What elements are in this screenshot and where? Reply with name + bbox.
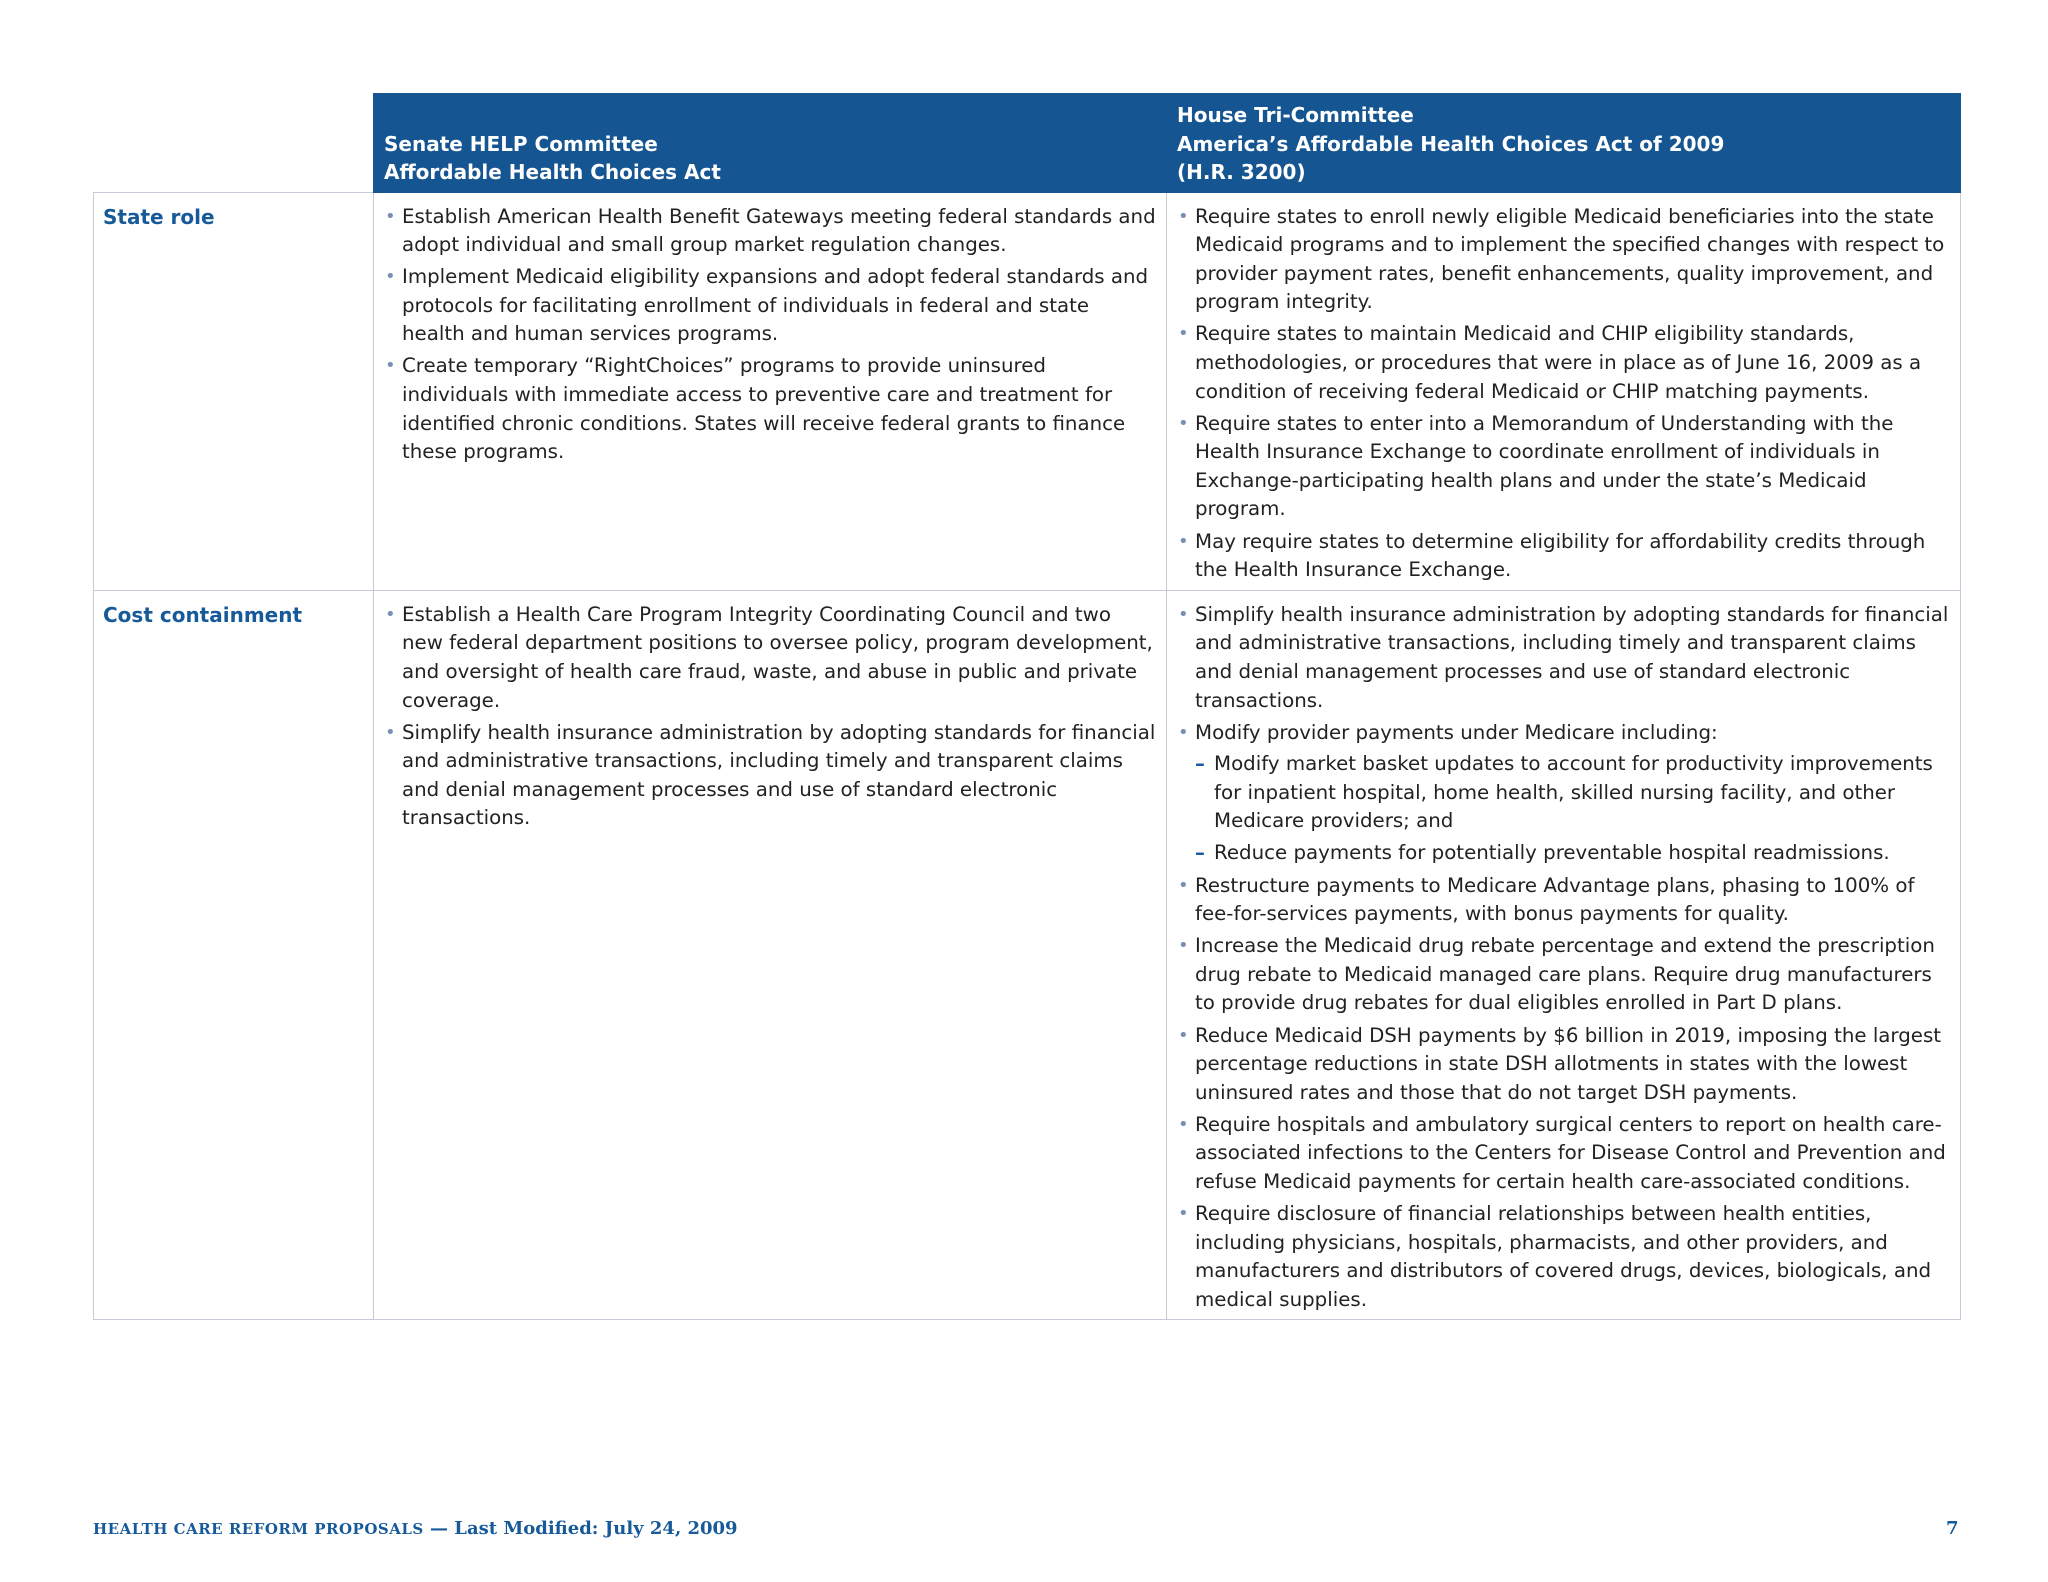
house-cost-containment-list — [1177, 601, 1950, 1315]
table-row-cost-containment — [94, 590, 1961, 1320]
list-item: • Require disclosure of financial relationships between health entities, including physicians, hospitals, pharmacists, and other providers, and manufacturers and distributors of covered drugs, devices, biologicals, and medical supplies. — [1178, 1202, 1932, 1311]
bullet-icon: • — [1178, 1203, 1189, 1225]
list-item: • Require states to enter into a Memorandum of Understanding with the Health Insurance Exchange to coordinate enrollment of individuals in Exchange-participating health plans and under the state’s Medicaid program. — [1178, 411, 1894, 521]
senate-cell-state-role — [374, 192, 1167, 590]
senate-header — [374, 94, 1167, 193]
bullet-icon: • — [1178, 530, 1189, 552]
comparison-table — [93, 93, 1961, 1320]
house-header — [1167, 94, 1961, 193]
dash-icon: – — [1195, 752, 1205, 776]
senate-committee-name: Senate HELP Committee — [384, 131, 658, 156]
sub-list-item: – Modify market basket updates to account for productivity improvements for inpatient hospital, home health, skilled nursing facility, and other Medicare providers; and — [1195, 752, 1933, 833]
list-item: • Require hospitals and ambulatory surgical centers to report on health care-associated infections to the Centers for Disease Control and Prevention and refuse Medicaid payments for certain health care-associated conditions. — [1178, 1112, 1946, 1193]
page-number: 7 — [1946, 1518, 1959, 1539]
bullet-icon: • — [1178, 205, 1189, 227]
house-act-name: America’s Affordable Health Choices Act of 2009 — [1177, 131, 1725, 156]
list-item: • Restructure payments to Medicare Advantage plans, phasing to 100% of fee-for-services payments, with bonus payments for quality. — [1178, 873, 1915, 926]
bullet-icon: • — [385, 266, 396, 288]
bullet-icon: • — [1178, 874, 1189, 896]
house-state-role-list — [1177, 203, 1950, 585]
sub-list-item: – Reduce payments for potentially preventable hospital readmissions. — [1195, 839, 1950, 868]
row-label-cost-containment: Cost containment — [94, 590, 374, 1320]
senate-act-name: Affordable Health Choices Act — [384, 160, 721, 184]
list-item: • Increase the Medicaid drug rebate percentage and extend the prescription drug rebate to Medicaid managed care plans. Require drug manufacturers to provide drug rebates for dual eligibles enrolled in Part D plans. — [1178, 934, 1935, 1015]
footer-title: HEALTH CARE REFORM PROPOSALS — [93, 1520, 424, 1538]
house-cell-cost-containment — [1167, 590, 1961, 1320]
footer-separator: — — [423, 1518, 455, 1539]
list-item: • Reduce Medicaid DSH payments by $6 billion in 2019, imposing the largest percentage reductions in state DSH allotments in states with the lowest uninsured rates and those that do not target DSH payments. — [1178, 1023, 1942, 1104]
medicare-payment-sublist — [1195, 750, 1950, 868]
bullet-icon: • — [1178, 1113, 1189, 1135]
header-row — [94, 94, 1961, 193]
bullet-icon: • — [385, 205, 396, 227]
senate-cell-cost-containment — [374, 590, 1167, 1320]
list-item: • Simplify health insurance administration by adopting standards for financial and administrative transactions, including timely and transparent claims and denial management processes and use of standard electronic transactions. — [1178, 602, 1949, 712]
page-footer — [93, 1518, 738, 1540]
list-item: • Simplify health insurance administration by adopting standards for financial and administrative transactions, including timely and transparent claims and denial management processes and use of standard electronic transactions. — [385, 720, 1156, 830]
header-blank-cell — [94, 94, 374, 193]
bullet-icon: • — [385, 721, 396, 743]
list-item: • Modify provider payments under Medicare including: – Modify market basket updates to account for productivity improvements for inpatient hospital, home health, skilled nursing facility, and other Medicare providers; and – Reduce payments for potentially preventable hospital readmissions. — [1177, 719, 1950, 868]
bullet-icon: • — [385, 603, 396, 625]
bullet-icon: • — [1178, 412, 1189, 434]
senate-cost-containment-list — [384, 601, 1156, 833]
list-item: • May require states to determine eligibility for affordability credits through the Health Insurance Exchange. — [1178, 529, 1926, 582]
bullet-icon: • — [1178, 935, 1189, 957]
house-committee-name: House Tri-Committee — [1177, 103, 1414, 127]
list-item: • Establish a Health Care Program Integrity Coordinating Council and two new federal department positions to oversee policy, program development, and oversight of health care fraud, waste, and abuse in public and private coverage. — [385, 602, 1153, 712]
bullet-icon: • — [1178, 721, 1189, 743]
row-label-state-role: State role — [94, 192, 374, 590]
list-item: • Require states to enroll newly eligible Medicaid beneficiaries into the state Medicaid programs and to implement the specified changes with respect to provider payment rates, benefit enhancements, quality improvement, and program integrity. — [1178, 204, 1945, 314]
list-item: • Require states to maintain Medicaid and CHIP eligibility standards, methodologies, or procedures that were in place as of June 16, 2009 as a condition of receiving federal Medicaid or CHIP matching payments. — [1178, 322, 1922, 403]
table-row-state-role — [94, 192, 1961, 590]
bullet-icon: • — [385, 355, 396, 377]
footer-last-modified: Last Modified: July 24, 2009 — [454, 1518, 738, 1539]
senate-state-role-list — [384, 203, 1156, 467]
list-item: • Establish American Health Benefit Gateways meeting federal standards and adopt individual and small group market regulation changes. — [385, 204, 1156, 257]
bullet-icon: • — [1178, 603, 1189, 625]
dash-icon: – — [1195, 841, 1205, 865]
house-cell-state-role — [1167, 192, 1961, 590]
bullet-icon: • — [1178, 323, 1189, 345]
list-item: • Implement Medicaid eligibility expansions and adopt federal standards and protocols for facilitating enrollment of individuals in federal and state health and human services programs. — [385, 265, 1149, 346]
bullet-icon: • — [1178, 1024, 1189, 1046]
house-bill-number: (H.R. 3200) — [1177, 160, 1306, 184]
list-item: • Create temporary “RightChoices” programs to provide uninsured individuals with immediate access to preventive care and treatment for identified chronic conditions. States will receive federal grants to finance these programs. — [385, 354, 1126, 464]
